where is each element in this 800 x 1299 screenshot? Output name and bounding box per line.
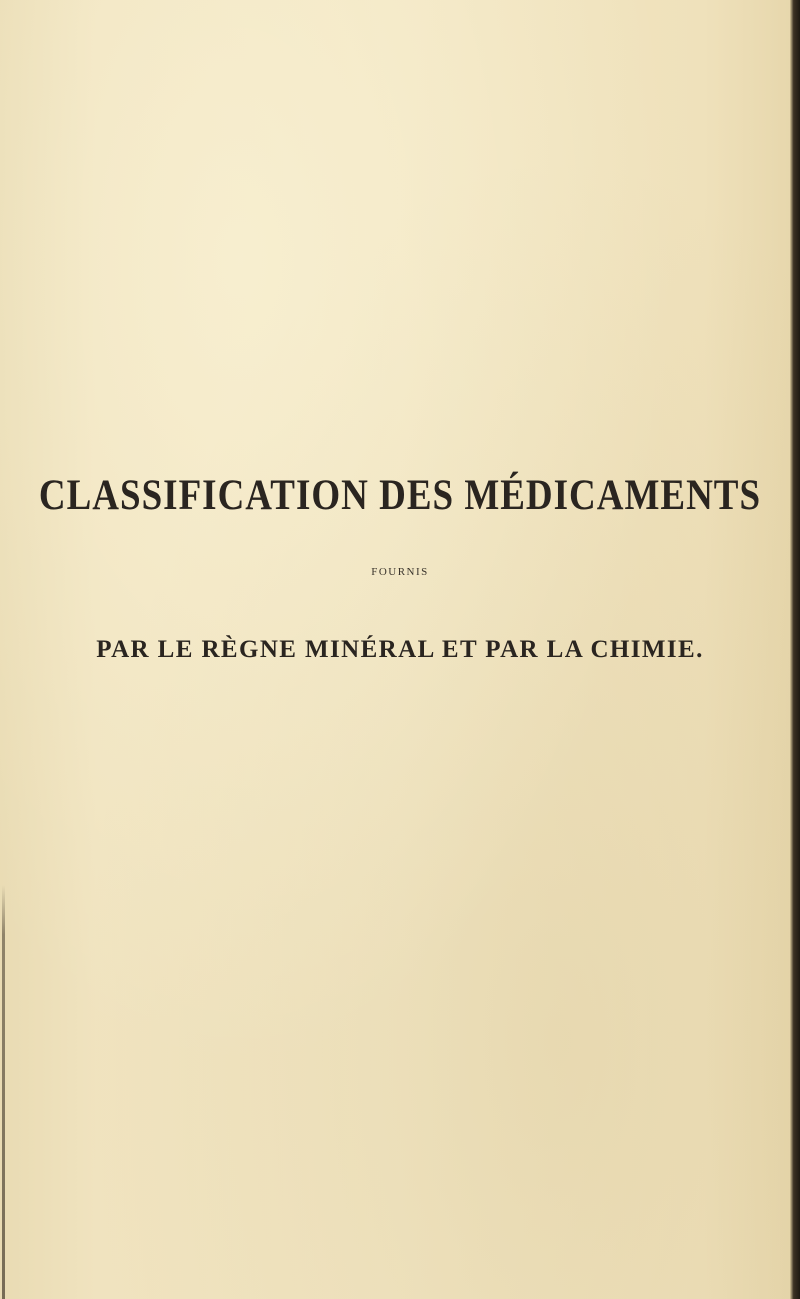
page-subtitle: FOURNIS — [371, 566, 429, 578]
page-left-edge-mark — [2, 885, 5, 1299]
page-line: PAR LE RÈGNE MINÉRAL ET PAR LA CHIMIE. — [96, 636, 704, 663]
page-title: CLASSIFICATION DES MÉDICAMENTS — [38, 471, 762, 520]
